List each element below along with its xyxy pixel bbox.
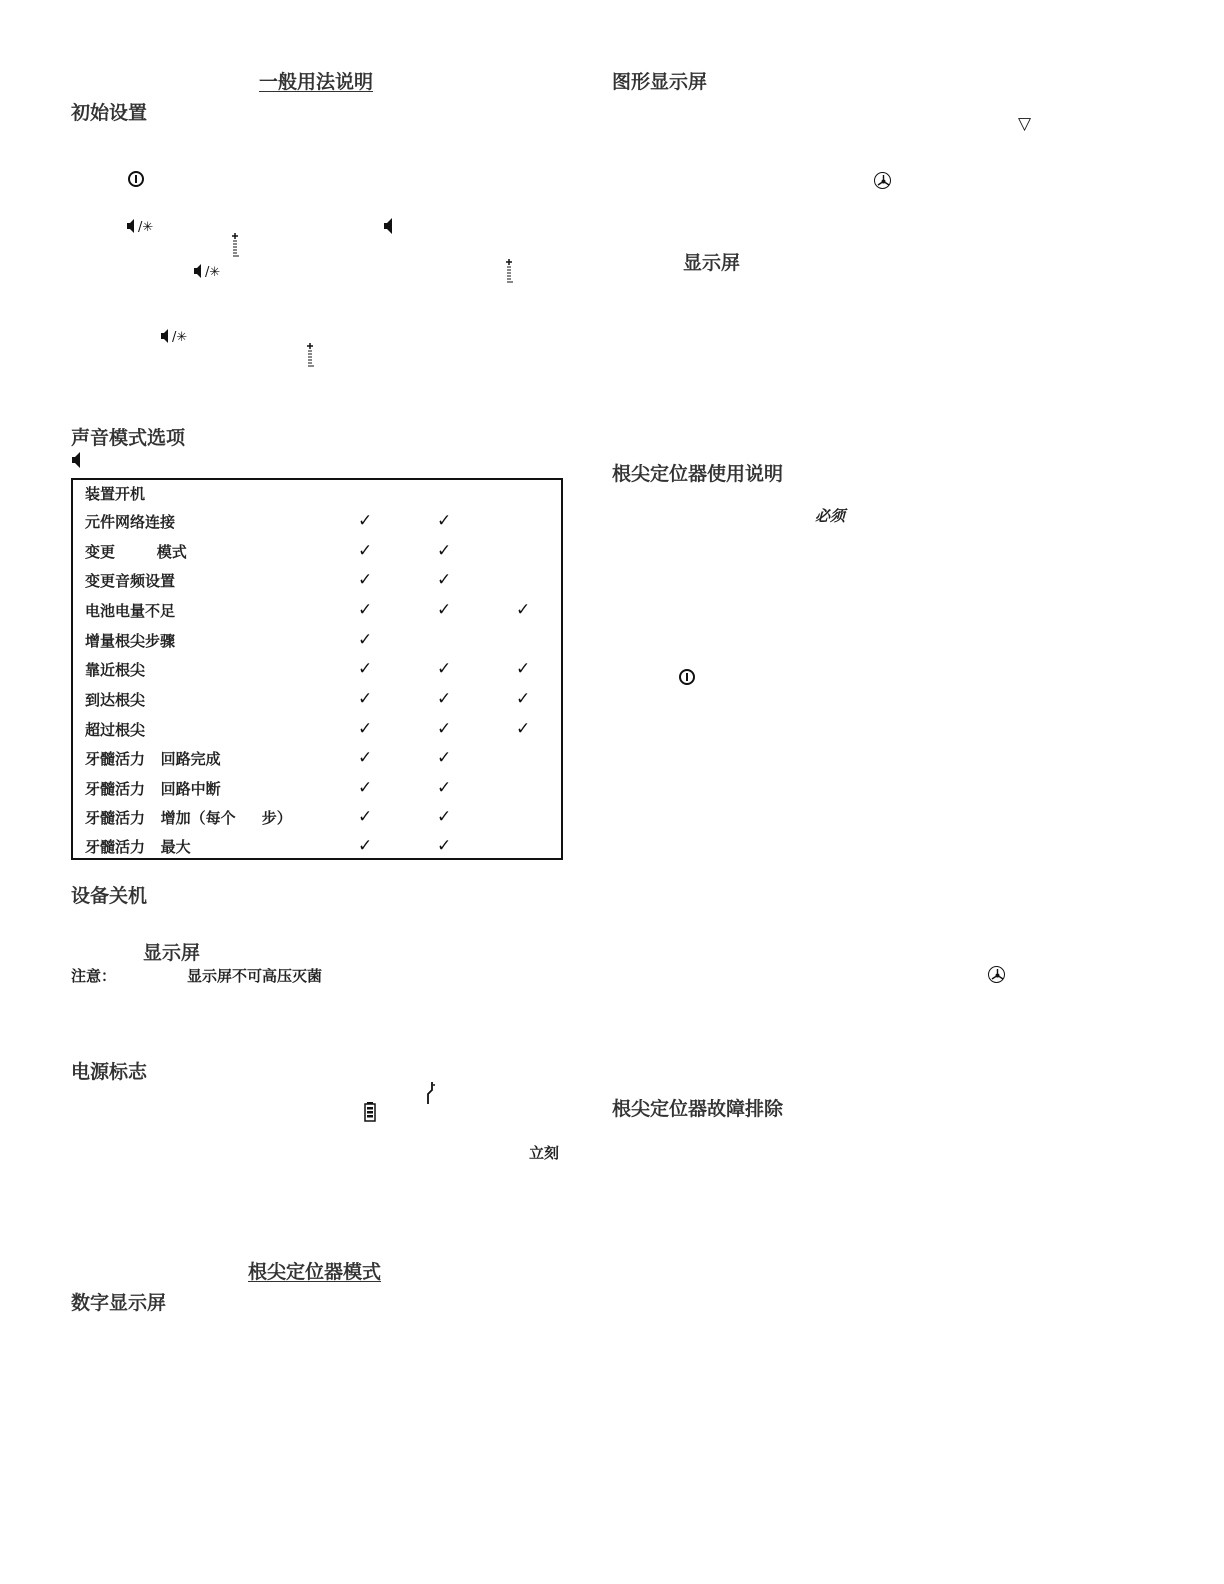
speaker-light-icon <box>126 217 160 239</box>
table-row: 变更 模式 <box>85 543 187 561</box>
svg-text:/✳: /✳ <box>172 330 188 345</box>
check-mark: ✓ <box>437 836 452 856</box>
check-mark: ✓ <box>358 807 373 827</box>
check-mark: ✓ <box>437 748 452 768</box>
settings-wheel-icon <box>988 966 1005 983</box>
check-mark: ✓ <box>358 541 373 561</box>
heading-graphic-display: 图形显示屏 <box>612 71 708 93</box>
settings-wheel-icon <box>874 172 891 189</box>
table-header: 装置开机 <box>85 485 146 503</box>
table-row: 靠近根尖 <box>85 661 146 679</box>
section-title-general-usage: 一般用法说明 <box>259 71 374 93</box>
check-mark: ✓ <box>437 570 452 590</box>
plug-icon <box>424 1081 436 1109</box>
check-mark: ✓ <box>437 778 452 798</box>
table-row: 元件网络连接 <box>85 513 176 531</box>
battery-icon <box>364 1102 376 1126</box>
check-mark: ✓ <box>358 570 373 590</box>
check-mark: ✓ <box>437 600 452 620</box>
speaker-light-icon <box>160 327 194 349</box>
check-mark: ✓ <box>358 778 373 798</box>
svg-text:/✳: /✳ <box>138 220 154 235</box>
check-mark: ✓ <box>437 659 452 679</box>
note-text: 显示屏不可高压灭菌 <box>187 967 323 985</box>
heading-display-screen-right: 显示屏 <box>683 252 741 274</box>
table-row: 牙髓活力 回路完成 <box>85 750 221 768</box>
table-row: 电池电量不足 <box>85 602 176 620</box>
check-mark: ✓ <box>358 630 373 650</box>
triangle-icon: ▽ <box>1018 114 1032 134</box>
check-mark: ✓ <box>516 659 531 679</box>
note-label: 注意： <box>71 967 117 985</box>
speaker-icon <box>71 451 83 473</box>
power-icon <box>679 669 695 685</box>
svg-text:/✳: /✳ <box>205 265 221 280</box>
check-mark: ✓ <box>358 719 373 739</box>
check-mark: ✓ <box>516 600 531 620</box>
check-mark: ✓ <box>358 600 373 620</box>
power-icon <box>128 171 144 187</box>
heading-digital-display: 数字显示屏 <box>71 1292 167 1314</box>
table-row: 牙髓活力 最大 <box>85 838 191 856</box>
heading-power-indicator: 电源标志 <box>71 1061 148 1083</box>
table-row: 变更音频设置 <box>85 572 176 590</box>
must-text: 必须 <box>815 507 846 525</box>
heading-sound-mode-options: 声音模式选项 <box>71 427 186 449</box>
check-mark: ✓ <box>437 511 452 531</box>
table-row: 超过根尖 <box>85 721 146 739</box>
check-mark: ✓ <box>358 511 373 531</box>
check-mark: ✓ <box>358 689 373 709</box>
sound-mode-table <box>71 478 563 860</box>
heading-device-off: 设备关机 <box>71 885 148 907</box>
table-row: 增量根尖步骤 <box>85 632 176 650</box>
immediately-text: 立刻 <box>529 1144 560 1162</box>
heading-initial-setup: 初始设置 <box>71 102 148 124</box>
check-mark: ✓ <box>516 689 531 709</box>
section-title-apex-mode: 根尖定位器模式 <box>248 1261 382 1283</box>
speaker-icon <box>383 217 395 239</box>
heading-apex-usage: 根尖定位器使用说明 <box>612 463 784 485</box>
volume-meter-icon <box>306 342 316 368</box>
table-row: 牙髓活力 回路中断 <box>85 780 221 798</box>
volume-meter-icon <box>505 258 515 284</box>
speaker-light-icon <box>193 262 227 284</box>
volume-meter-icon <box>231 232 241 258</box>
table-row: 牙髓活力 增加（每个 步） <box>85 809 292 827</box>
check-mark: ✓ <box>437 689 452 709</box>
check-mark: ✓ <box>437 541 452 561</box>
check-mark: ✓ <box>516 719 531 739</box>
heading-display-screen: 显示屏 <box>143 942 201 964</box>
check-mark: ✓ <box>437 807 452 827</box>
check-mark: ✓ <box>437 719 452 739</box>
check-mark: ✓ <box>358 748 373 768</box>
check-mark: ✓ <box>358 836 373 856</box>
heading-apex-troubleshooting: 根尖定位器故障排除 <box>612 1098 784 1120</box>
table-row: 到达根尖 <box>85 691 146 709</box>
check-mark: ✓ <box>358 659 373 679</box>
